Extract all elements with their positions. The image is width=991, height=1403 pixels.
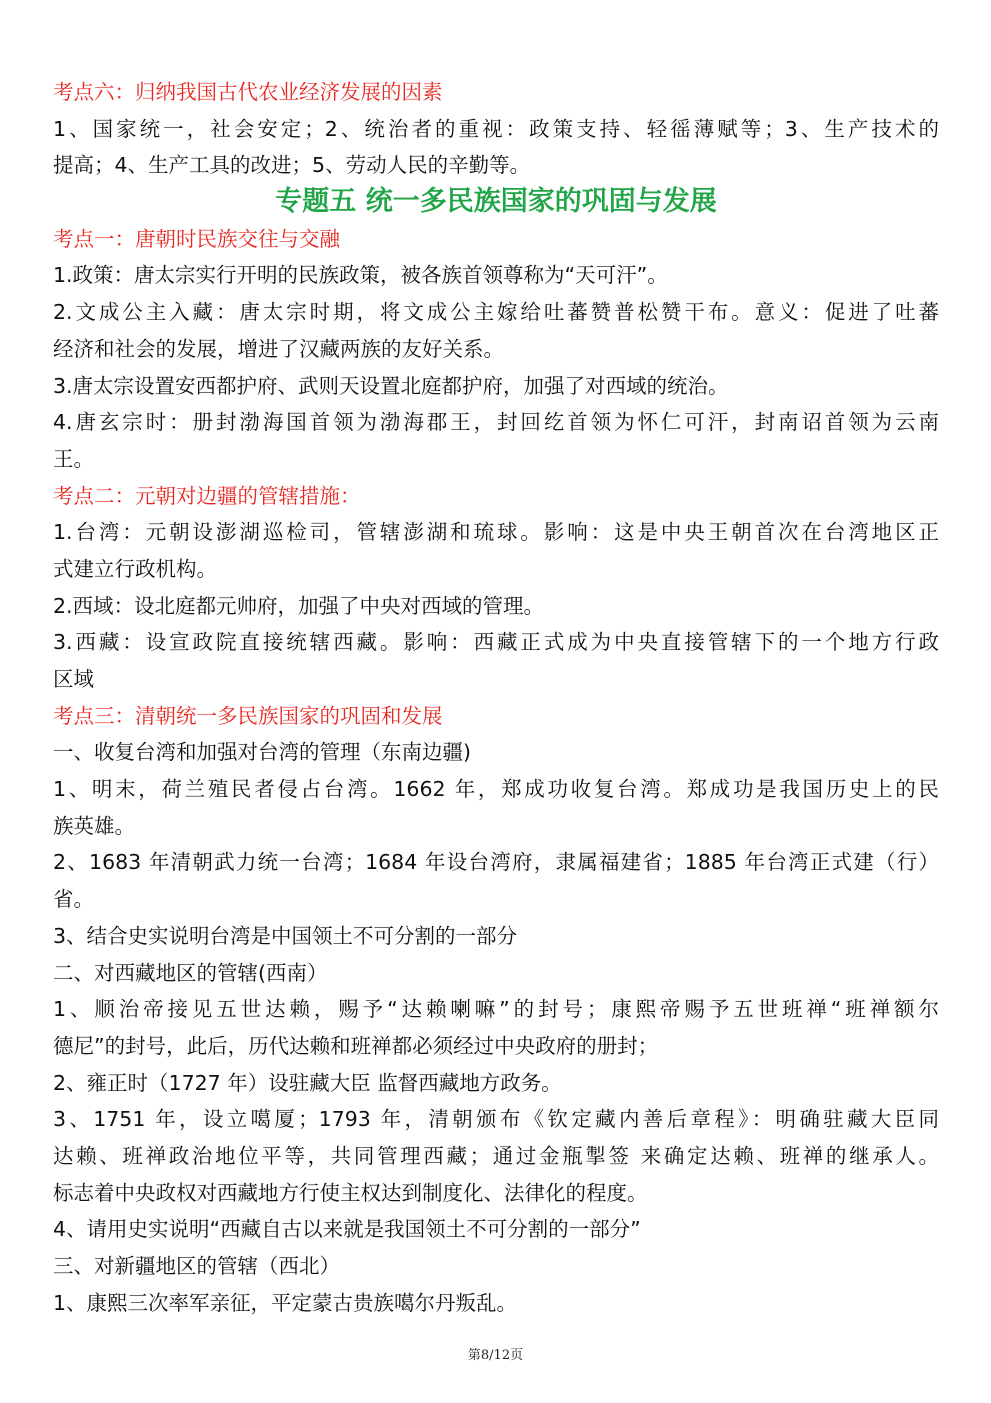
text-line: 3、1751 年，设立噶厦；1793 年，清朝颁布《钦定藏内善后章程》：明确驻藏大臣同: [53, 1107, 939, 1132]
page-number: 第8/12页: [467, 1348, 524, 1363]
text-line: 三、对新疆地区的管辖（西北）: [53, 1254, 340, 1278]
text-line: 1、明末，荷兰殖民者侵占台湾。1662 年，郑成功收复台湾。郑成功是我国历史上的民: [53, 777, 939, 802]
text-line: 标志着中央政权对西藏地方行使主权达到制度化、法律化的程度。: [53, 1180, 648, 1205]
text-line: 一、收复台湾和加强对台湾的管理（东南边疆): [53, 740, 471, 765]
text-line: 2、雍正时（1727 年）设驻藏大臣 监督西藏地方政务。: [53, 1070, 562, 1095]
section-heading: 考点六：归纳我国古代农业经济发展的因素: [53, 80, 443, 104]
text-line: 2.西域：设北庭都元帅府，加强了中央对西域的管理。: [53, 593, 545, 618]
text-line: 王。: [53, 446, 94, 471]
text-line: 德尼”的封号，此后，历代达赖和班禅都必须经过中央政府的册封；: [53, 1033, 659, 1058]
section-heading: 考点一：唐朝时民族交往与交融: [53, 226, 340, 251]
text-line: 区域: [53, 667, 94, 691]
text-line: 1、康熙三次率军亲征，平定蒙古贵族噶尔丹叛乱。: [53, 1290, 518, 1315]
text-line: 3、结合史实说明台湾是中国领土不可分割的一部分: [53, 923, 518, 948]
document-body: [53, 74, 939, 1321]
text-line: 经济和社会的发展，增进了汉藏两族的友好关系。: [53, 336, 504, 361]
text-line: 提高；4、生产工具的改进；5、劳动人民的辛勤等。: [53, 153, 531, 178]
topic-title: 专题五 统一多民族国家的巩固与发展: [275, 186, 717, 218]
text-line: 2.文成公主入藏：唐太宗时期，将文成公主嫁给吐蕃赞普松赞干布。意义：促进了吐蕃: [53, 300, 939, 325]
text-line: 省。: [53, 887, 94, 912]
text-line: 1、国家统一，社会安定；2、统治者的重视：政策支持、轻徭薄赋等；3、生产技术的: [53, 116, 939, 141]
section-heading: 考点二：元朝对边疆的管辖措施：: [53, 483, 361, 508]
text-line: 达赖、班禅政治地位平等，共同管理西藏；通过金瓶掣签 来确定达赖、班禅的继承人。: [53, 1143, 939, 1168]
text-line: 3.西藏：设宣政院直接统辖西藏。影响：西藏正式成为中央直接管辖下的一个地方行政: [53, 630, 939, 655]
text-line: 族英雄。: [53, 813, 135, 838]
section-heading: 考点三：清朝统一多民族国家的巩固和发展: [53, 703, 443, 728]
text-line: 1.政策：唐太宗实行开明的民族政策，被各族首领尊称为“天可汗”。: [53, 263, 668, 288]
text-line: 式建立行政机构。: [53, 556, 217, 581]
text-line: 3.唐太宗设置安西都护府、武则天设置北庭都护府，加强了对西域的统治。: [53, 373, 729, 398]
text-line: 4、请用史实说明“西藏自古以来就是我国领土不可分割的一部分”: [53, 1217, 641, 1242]
text-line: 二、对西藏地区的管辖(西南）: [53, 960, 328, 985]
text-line: 1.台湾：元朝设澎湖巡检司，管辖澎湖和琉球。影响：这是中央王朝首次在台湾地区正: [53, 520, 939, 545]
text-line: 1、顺治帝接见五世达赖，赐予“达赖喇嘛”的封号；康熙帝赐予五世班禅“班禅额尔: [53, 997, 939, 1022]
text-line: 4.唐玄宗时：册封渤海国首领为渤海郡王，封回纥首领为怀仁可汗，封南诏首领为云南: [53, 410, 939, 435]
text-line: 2、1683 年清朝武力统一台湾；1684 年设台湾府，隶属福建省；1885 年台湾正式建（行）: [53, 850, 939, 875]
